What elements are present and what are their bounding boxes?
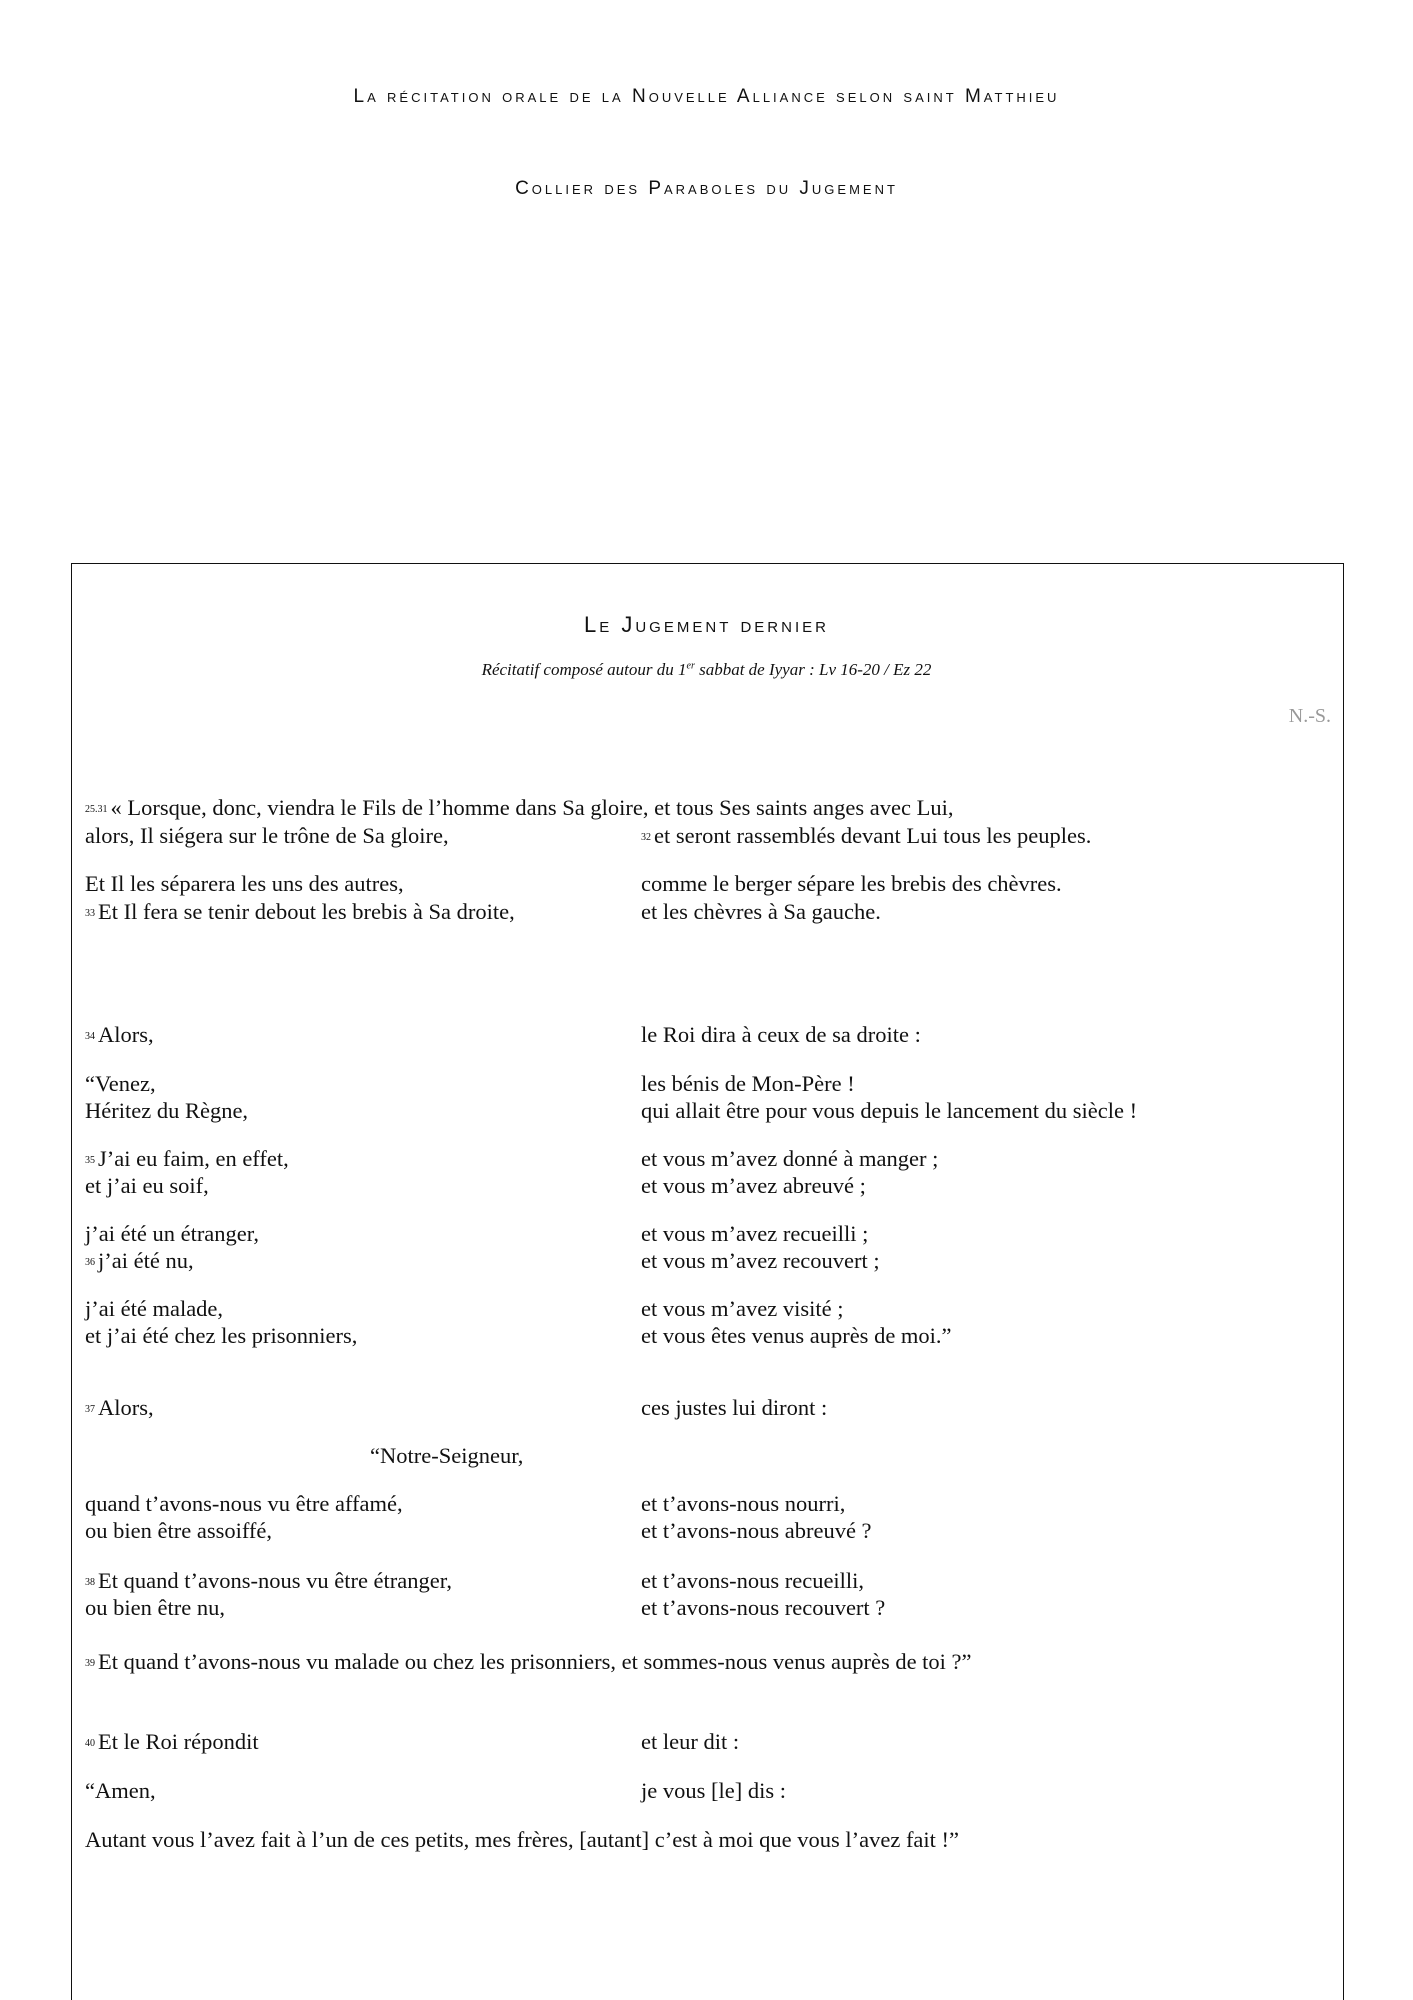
verse-line: et les chèvres à Sa gauche. bbox=[641, 899, 881, 924]
verse-line: et vous m’avez visité ; bbox=[641, 1296, 844, 1321]
verse-line: quand t’avons-nous vu être affamé, bbox=[85, 1491, 403, 1516]
verse-line: et t’avons-nous abreuvé ? bbox=[641, 1518, 872, 1543]
verse-number: 38 bbox=[85, 1577, 95, 1588]
verse-line: 35 J’ai eu faim, en effet, bbox=[85, 1146, 289, 1171]
verse-line: 39 Et quand t’avons-nous vu malade ou chez les prisonniers, et sommes-nous venus auprès de toi ?” bbox=[85, 1649, 972, 1674]
verse-line: “Venez, bbox=[85, 1071, 156, 1096]
verse-number: 35 bbox=[85, 1155, 95, 1166]
document-header-subtitle: Collier des Paraboles du Jugement bbox=[515, 178, 898, 199]
section-title: Le Jugement dernier bbox=[584, 612, 829, 637]
verse-line: et vous m’avez abreuvé ; bbox=[641, 1173, 866, 1198]
verse-line: Autant vous l’avez fait à l’un de ces petits, mes frères, [autant] c’est à moi que vous l’avez fait !” bbox=[85, 1827, 960, 1852]
verse-line: 36 j’ai été nu, bbox=[85, 1248, 194, 1273]
verse-line: ou bien être nu, bbox=[85, 1595, 225, 1620]
verse-number: 36 bbox=[85, 1257, 95, 1268]
verse-line: et t’avons-nous recouvert ? bbox=[641, 1595, 886, 1620]
verse-line: “Amen, bbox=[85, 1778, 156, 1803]
verse-line: et vous m’avez recueilli ; bbox=[641, 1221, 869, 1246]
verse-line: j’ai été un étranger, bbox=[85, 1221, 260, 1246]
verse-line: j’ai été malade, bbox=[85, 1296, 224, 1321]
verse-line: ou bien être assoiffé, bbox=[85, 1518, 273, 1543]
document-header-title: La récitation orale de la Nouvelle Alliance selon saint Matthieu bbox=[353, 86, 1060, 107]
verse-line: et vous m’avez donné à manger ; bbox=[641, 1146, 939, 1171]
verse-line: Héritez du Règne, bbox=[85, 1098, 249, 1123]
verse-line: et t’avons-nous recueilli, bbox=[641, 1568, 865, 1593]
verse-number: 32 bbox=[641, 832, 651, 843]
verse-number: 40 bbox=[85, 1738, 95, 1749]
verse-line: Et Il les séparera les uns des autres, bbox=[85, 871, 404, 896]
verse-line: 34 Alors, bbox=[85, 1022, 154, 1047]
verse-line: et vous êtes venus auprès de moi.” bbox=[641, 1323, 952, 1348]
section-subtitle: Récitatif composé autour du 1er sabbat de Iyyar : Lv 16-20 / Ez 22 bbox=[481, 660, 932, 679]
verse-line: 37 Alors, bbox=[85, 1395, 154, 1420]
verse-line: et t’avons-nous nourri, bbox=[641, 1491, 846, 1516]
verse-number: 37 bbox=[85, 1404, 95, 1415]
verse-number: 39 bbox=[85, 1658, 95, 1669]
verse-number: 34 bbox=[85, 1031, 95, 1042]
verse-line: les bénis de Mon-Père ! bbox=[641, 1071, 855, 1096]
verse-line: comme le berger sépare les brebis des chèvres. bbox=[641, 871, 1062, 896]
verse-line: 32 et seront rassemblés devant Lui tous les peuples. bbox=[641, 823, 1092, 848]
verse-line: “Notre-Seigneur, bbox=[370, 1443, 524, 1468]
author-initials: N.-S. bbox=[1288, 705, 1331, 727]
verse-number: 33 bbox=[85, 908, 95, 919]
verse-line: et leur dit : bbox=[641, 1729, 740, 1754]
verse-line: 25.31 « Lorsque, donc, viendra le Fils de l’homme dans Sa gloire, et tous Ses saints anges avec Lui, bbox=[85, 795, 954, 820]
verse-line: 33 Et Il fera se tenir debout les brebis à Sa droite, bbox=[85, 899, 515, 924]
verse-line: le Roi dira à ceux de sa droite : bbox=[641, 1022, 921, 1047]
verse-line: et j’ai eu soif, bbox=[85, 1173, 209, 1198]
verse-line: et vous m’avez recouvert ; bbox=[641, 1248, 880, 1273]
verse-line: et j’ai été chez les prisonniers, bbox=[85, 1323, 358, 1348]
verse-line: je vous [le] dis : bbox=[641, 1778, 786, 1803]
verse-line: ces justes lui diront : bbox=[641, 1395, 828, 1420]
verse-number: 25.31 bbox=[85, 804, 108, 815]
verse-line: 40 Et le Roi répondit bbox=[85, 1729, 259, 1754]
verse-line: qui allait être pour vous depuis le lancement du siècle ! bbox=[641, 1098, 1138, 1123]
verse-line: alors, Il siégera sur le trône de Sa gloire, bbox=[85, 823, 449, 848]
verse-line: 38 Et quand t’avons-nous vu être étranger, bbox=[85, 1568, 452, 1593]
